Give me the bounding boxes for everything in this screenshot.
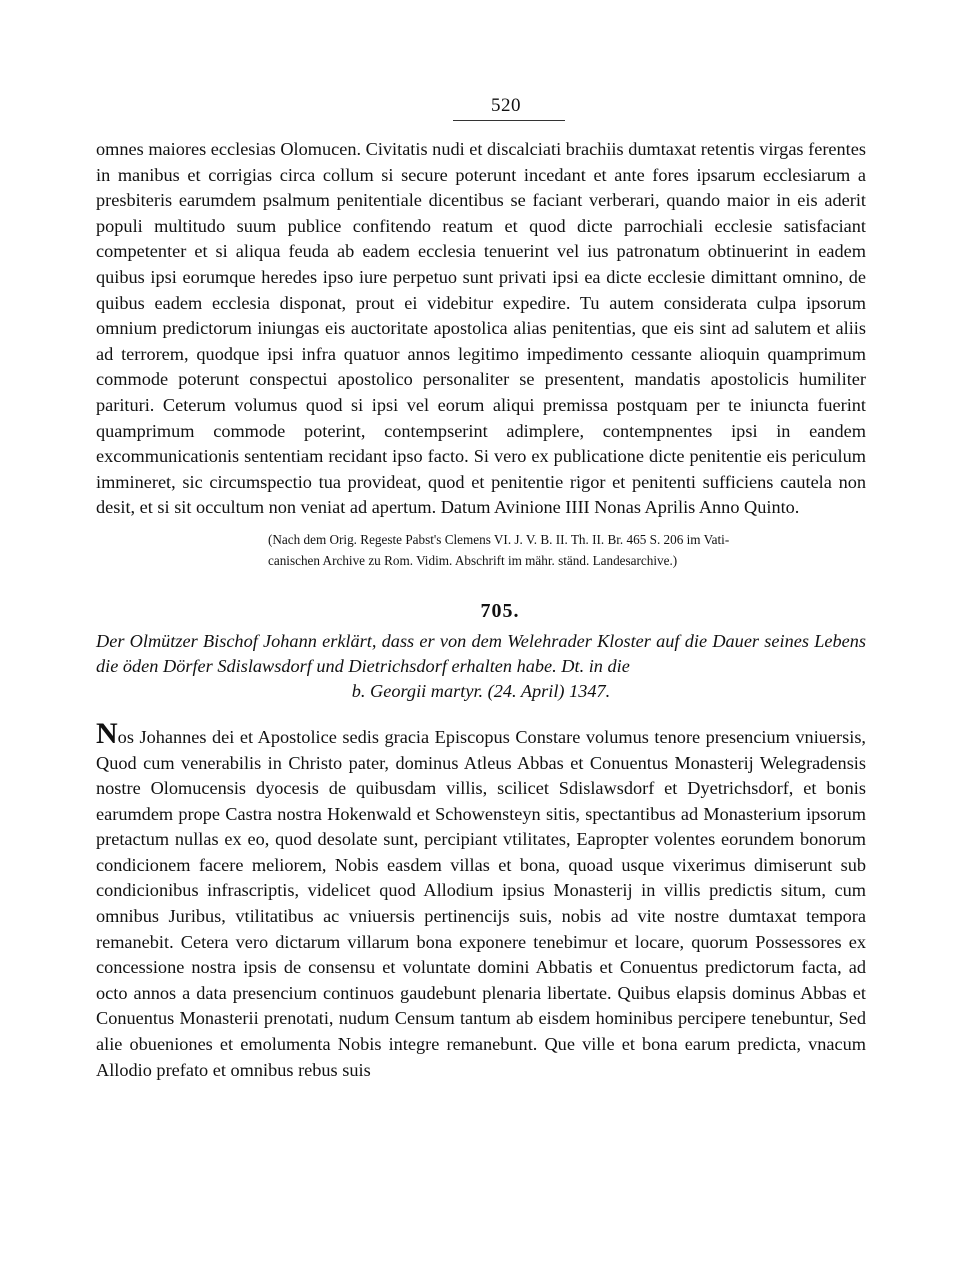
source-note-line-1: (Nach dem Orig. Regeste Pabst's Clemens VI. J. V. B. II. Th. II. Br. 465 S. 206 im Vati- [268,531,730,547]
source-note [268,529,866,571]
source-note-line-2: canischen Archive zu Rom. Vidim. Abschrift im mähr. ständ. Landesarchive.) [268,552,678,568]
charter-body: os Johannes dei et Apostolice sedis gracia Episcopus Constare volumus tenore presencium vniuersis, Quod cum venerabilis in Christo pater, dominus Atleus Abbas et Conuentus Monasterij Welegradensis nostre Olomucensis dyocesis de quibusdam villis, scilicet Sdislawsdorf et Dyetrichsdorf, et bonis earumdem prope Castra nostra Hokenwald et Schowensteyn sitis, spectantibus ad Monasterium ipsorum pretactum nullas ex eo, quod desolate sunt, percipiant vtilitates, Eapropter volentes eorundem bonorum condicionem facere meliorem, Nobis easdem villas et bona, quoad usque vixerimus dimiserunt sub condicionibus infrascriptis, videlicet quod Allodium ipsius Monasterij in villis predictis situm, cum omnibus Juribus, vtilitatibus ac vniuersis pertinencijs suis, nobis ad vite nostre dumtaxat tempora remanebit. Cetera vero dictarum villarum bona exponere tenebimur et locare, quorum Possessores ex concessione nostra ipsis de consensu et voluntate domini Abbatis et Conuentus predictorum facta, ad octo annos a data presencium continuos gaudebunt plenaria libertate. Quibus elapsis dominus Abbas et Conuentus Monasterii prenotati, nudum Censum tantum ab eisdem hominibus percipere tenebuntur, Sed alie obueniones et emolumenta Nobis integre remanebunt. Que ville et bona earum predicta, vnacum Allodio prefato et omnibus rebus suis [96,726,866,1080]
initial-letter: N [96,716,118,750]
document-summary [96,629,866,704]
charter-text [96,716,866,1083]
paragraph-continuation: omnes maiores ecclesias Olomucen. Civitatis nudi et discalciati brachiis dumtaxat retentis virgas ferentes in manibus et corrigias circa collum si secure poterunt incedant et ante fores ipsarum ecclesiarum a presbiteris earumdem psalmum penitentiale dicentibus se faciant verberari, quando maior in eis aderit populi multitudo suum publice confitendo reatum et quod dicte parrochiali ecclesie satisfaciant competenter et si aliqua feuda ab eadem ecclesia tenuerint vel ius patronatum obtinuerint in eadem quibus ipsi eorumque heredes ipso iure perpetuo sunt privati ipsi ea dicte ecclesie dimittant omnino, de quibus eadem ecclesia disponat, prout ei videbitur expedire. Tu autem considerata culpa ipsorum omnium predictorum iniungas eis auctoritate apostolica alias penitentias, que eis sint ad salutem et aliis ad terrorem, quodque ipsi infra quatuor annos legitimo impedimento cessante alioquin quamprimum commode poterunt conspectui apostolico personaliter se presentent, mandatis apostolicis humiliter parituri. Ceterum volumus quod si ipsi vel eorum aliqui premissa postquam per te iniuncta fuerint quamprimum commode poterint, contempserint adimplere, contempnentes ipsi in eandem excommunicationis sententiam recidant ipso facto. Si vero ex publicatione dicte penitentie eis periculum immineret, sic circumspectio tua provideat, quod et penitentie rigor et penitenti sufficiens cautela non desit, et si sit occultum non veniat ad apertum. Datum Avinione IIII Nonas Aprilis Anno Quinto. [96,139,866,518]
summary-text: Der Olmützer Bischof Johann erklärt, dass er von dem Welehrader Kloster auf die Dauer seines Lebens die öden Dörfer Sdislawsdorf und Dietrichsdorf erhalten habe. Dt. in die [96,630,866,676]
page-number: 520 [491,95,521,116]
document-number: 705. [480,599,520,622]
document-page [96,94,866,1083]
header-rule [453,120,565,121]
summary-date: b. Georgii martyr. (24. April) 1347. [351,680,611,701]
